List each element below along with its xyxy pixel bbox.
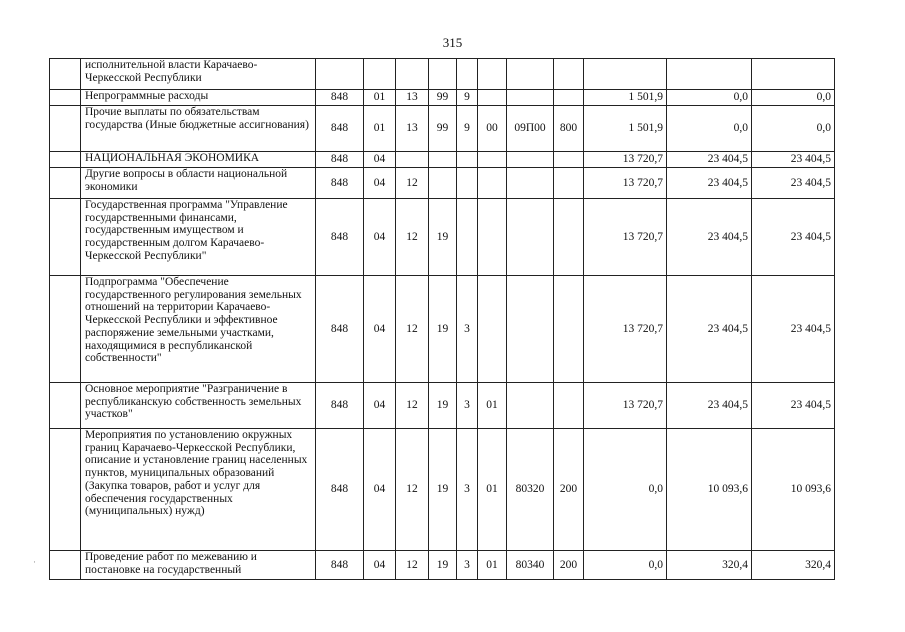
table-row [50, 152, 835, 168]
sum-year-2: 23 404,5 [667, 152, 752, 168]
sum-year-2: 10 093,6 [667, 429, 752, 551]
table-row [50, 59, 835, 90]
sum-year-1 [584, 59, 667, 90]
sum-year-3: 23 404,5 [752, 276, 835, 383]
section-code [364, 59, 396, 90]
event-code [478, 59, 507, 90]
expense-type-code [554, 152, 584, 168]
admin-code: 848 [316, 199, 364, 276]
row-index-cell [50, 199, 81, 276]
section-code: 01 [364, 90, 396, 106]
sum-year-3: 0,0 [752, 90, 835, 106]
expense-type-code [554, 90, 584, 106]
sum-year-3: 23 404,5 [752, 168, 835, 199]
program-code [429, 152, 457, 168]
row-name: НАЦИОНАЛЬНАЯ ЭКОНОМИКА [81, 152, 316, 168]
sum-year-2: 0,0 [667, 106, 752, 152]
admin-code: 848 [316, 168, 364, 199]
table-row [50, 276, 835, 383]
subprogram-code: 3 [457, 276, 478, 383]
section-code: 04 [364, 152, 396, 168]
sum-year-1: 1 501,9 [584, 106, 667, 152]
table-row [50, 199, 835, 276]
admin-code: 848 [316, 429, 364, 551]
row-index-cell [50, 106, 81, 152]
subprogram-code: 3 [457, 429, 478, 551]
admin-code: 848 [316, 152, 364, 168]
sum-year-1: 1 501,9 [584, 90, 667, 106]
event-code [478, 168, 507, 199]
subprogram-code [457, 168, 478, 199]
admin-code [316, 59, 364, 90]
table-row [50, 429, 835, 551]
row-name: Подпрограмма "Обеспечение государственного регулирования земельных отношений на территории Карачаево-Черкесской Республики и эффективное распоряжение земельными участками, находящимися в республиканской собственности" [81, 276, 316, 383]
row-name: исполнительной власти Карачаево-Черкесской Республики [81, 59, 316, 90]
subprogram-code: 3 [457, 551, 478, 580]
subsection-code: 12 [396, 276, 429, 383]
row-name: Проведение работ по межеванию и постановке на государственный [81, 551, 316, 580]
row-name: Основное мероприятие "Разграничение в республиканскую собственность земельных участков" [81, 383, 316, 429]
row-index-cell [50, 429, 81, 551]
expense-type-code [554, 59, 584, 90]
section-code: 01 [364, 106, 396, 152]
event-code: 01 [478, 383, 507, 429]
event-code [478, 152, 507, 168]
expense-type-code [554, 383, 584, 429]
expense-type-code [554, 199, 584, 276]
direction-code [507, 152, 554, 168]
table-row [50, 168, 835, 199]
expense-type-code: 200 [554, 551, 584, 580]
program-code: 19 [429, 429, 457, 551]
program-code: 19 [429, 276, 457, 383]
sum-year-1: 13 720,7 [584, 276, 667, 383]
admin-code: 848 [316, 551, 364, 580]
row-name: Непрограммные расходы [81, 90, 316, 106]
row-name: Другие вопросы в области национальной экономики [81, 168, 316, 199]
subsection-code: 12 [396, 429, 429, 551]
sum-year-2: 23 404,5 [667, 276, 752, 383]
sum-year-2 [667, 59, 752, 90]
row-name: Прочие выплаты по обязательствам государства (Иные бюджетные ассигнования) [81, 106, 316, 152]
row-index-cell [50, 59, 81, 90]
subprogram-code [457, 152, 478, 168]
section-code: 04 [364, 551, 396, 580]
subsection-code: 12 [396, 168, 429, 199]
sum-year-2: 23 404,5 [667, 199, 752, 276]
margin-mark: · [33, 557, 36, 567]
row-index-cell [50, 551, 81, 580]
subsection-code [396, 152, 429, 168]
event-code: 00 [478, 106, 507, 152]
budget-table [49, 58, 835, 580]
expense-type-code: 200 [554, 429, 584, 551]
table-row [50, 383, 835, 429]
sum-year-2: 23 404,5 [667, 383, 752, 429]
sum-year-1: 13 720,7 [584, 199, 667, 276]
direction-code: 80340 [507, 551, 554, 580]
subsection-code: 12 [396, 199, 429, 276]
direction-code [507, 168, 554, 199]
program-code: 99 [429, 90, 457, 106]
table-row [50, 106, 835, 152]
row-index-cell [50, 152, 81, 168]
section-code: 04 [364, 429, 396, 551]
expense-type-code [554, 168, 584, 199]
page-number: 315 [442, 35, 463, 50]
sum-year-3: 23 404,5 [752, 199, 835, 276]
direction-code [507, 199, 554, 276]
subprogram-code: 9 [457, 106, 478, 152]
sum-year-1: 13 720,7 [584, 152, 667, 168]
program-code: 19 [429, 551, 457, 580]
direction-code: 09П00 [507, 106, 554, 152]
direction-code [507, 90, 554, 106]
subprogram-code [457, 199, 478, 276]
program-code: 99 [429, 106, 457, 152]
row-index-cell [50, 276, 81, 383]
section-code: 04 [364, 276, 396, 383]
subsection-code: 12 [396, 551, 429, 580]
section-code: 04 [364, 199, 396, 276]
sum-year-3: 23 404,5 [752, 383, 835, 429]
direction-code [507, 383, 554, 429]
expense-type-code [554, 276, 584, 383]
admin-code: 848 [316, 106, 364, 152]
sum-year-3: 0,0 [752, 106, 835, 152]
row-name: Мероприятия по установлению окружных границ Карачаево-Черкесской Республики, описание и установление границ населенных пунктов, муниципальных образований (Закупка товаров, работ и услуг для обеспечения государственных (муниципальных) нужд) [81, 429, 316, 551]
program-code [429, 168, 457, 199]
sum-year-3: 10 093,6 [752, 429, 835, 551]
program-code [429, 59, 457, 90]
sum-year-3: 320,4 [752, 551, 835, 580]
row-name: Государственная программа "Управление государственными финансами, государственным имуществом и государственным долгом Карачаево-Черкесской Республики" [81, 199, 316, 276]
subsection-code: 12 [396, 383, 429, 429]
row-index-cell [50, 383, 81, 429]
sum-year-2: 320,4 [667, 551, 752, 580]
direction-code [507, 59, 554, 90]
event-code [478, 90, 507, 106]
subsection-code [396, 59, 429, 90]
sum-year-1: 0,0 [584, 429, 667, 551]
expense-type-code: 800 [554, 106, 584, 152]
program-code: 19 [429, 199, 457, 276]
admin-code: 848 [316, 276, 364, 383]
sum-year-1: 0,0 [584, 551, 667, 580]
subprogram-code: 3 [457, 383, 478, 429]
sum-year-2: 0,0 [667, 90, 752, 106]
table-row [50, 551, 835, 580]
table-row [50, 90, 835, 106]
event-code [478, 276, 507, 383]
event-code: 01 [478, 429, 507, 551]
sum-year-1: 13 720,7 [584, 168, 667, 199]
direction-code: 80320 [507, 429, 554, 551]
section-code: 04 [364, 168, 396, 199]
admin-code: 848 [316, 90, 364, 106]
subprogram-code [457, 59, 478, 90]
subprogram-code: 9 [457, 90, 478, 106]
event-code [478, 199, 507, 276]
sum-year-3 [752, 59, 835, 90]
subsection-code: 13 [396, 106, 429, 152]
sum-year-2: 23 404,5 [667, 168, 752, 199]
subsection-code: 13 [396, 90, 429, 106]
event-code: 01 [478, 551, 507, 580]
sum-year-1: 13 720,7 [584, 383, 667, 429]
program-code: 19 [429, 383, 457, 429]
section-code: 04 [364, 383, 396, 429]
row-index-cell [50, 168, 81, 199]
admin-code: 848 [316, 383, 364, 429]
direction-code [507, 276, 554, 383]
sum-year-3: 23 404,5 [752, 152, 835, 168]
row-index-cell [50, 90, 81, 106]
